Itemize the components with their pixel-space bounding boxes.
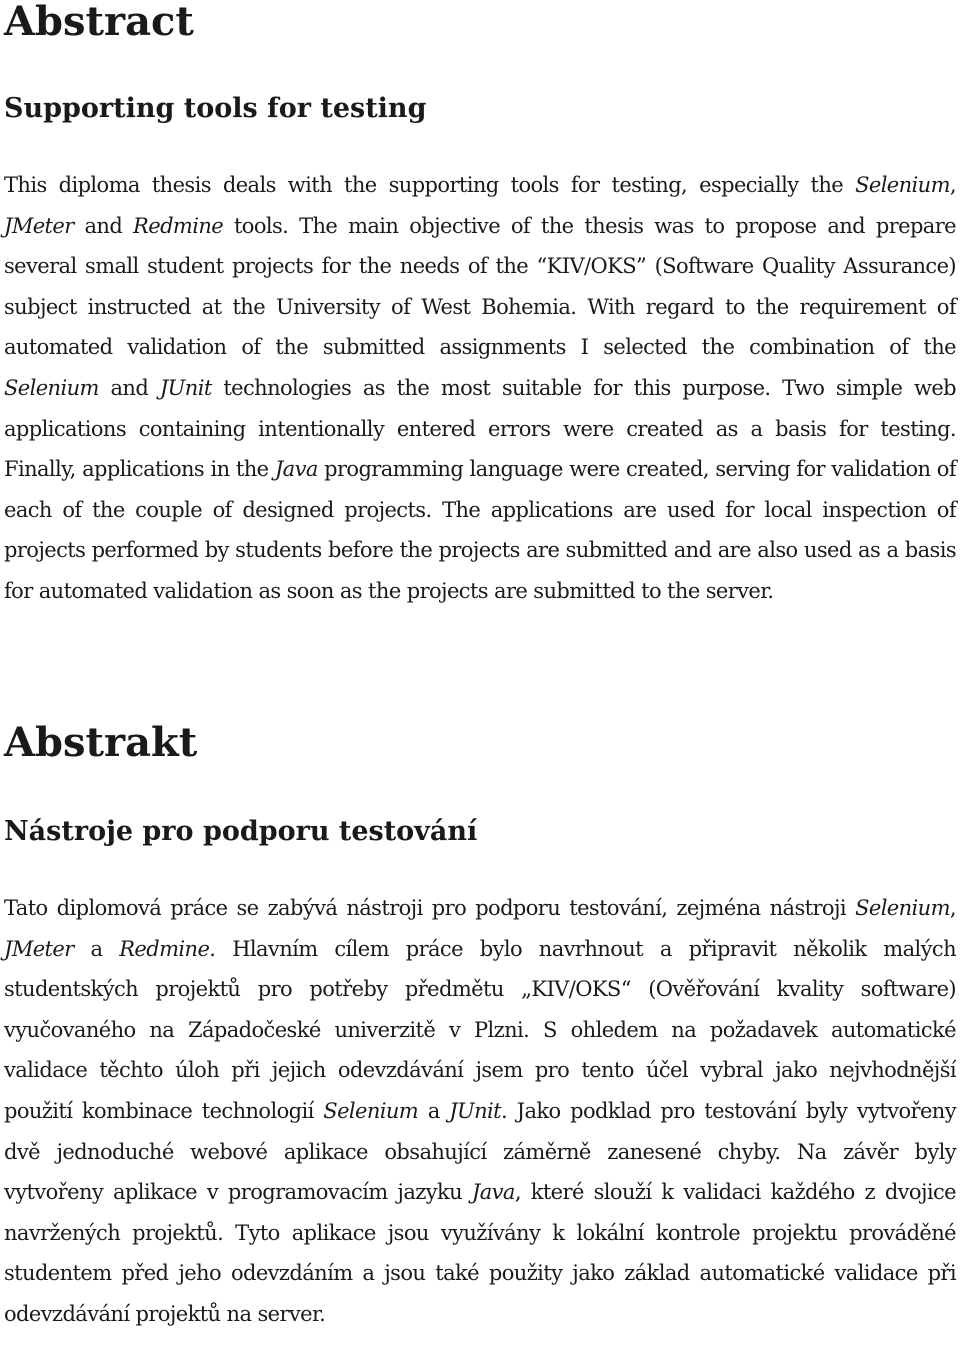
italic-term: Redmine (119, 936, 210, 961)
italic-term: Selenium (4, 375, 99, 400)
text-span: and (73, 213, 134, 238)
italic-term: Selenium (323, 1098, 419, 1123)
italic-term: JMeter (4, 936, 74, 961)
abstrakt-heading: Abstrakt (4, 719, 198, 766)
czech-thesis-title: Nástroje pro podporu testování (4, 816, 478, 847)
text-span: programming language were created, serving for validation of each of the couple of designed projects. The applications are used for local inspection of projects performed by students before the projects are submitted and are also used as a basis for automated validation as soon as the projects are submitted to the server. (4, 457, 956, 603)
text-span: a (418, 1098, 450, 1123)
czech-abstract-text (4, 888, 956, 1335)
text-span: , které slouží k validaci každého z dvojice navržených projektů. Tyto aplikace jsou využívány k lokální kontrole projektu prováděné studentem před jeho odevzdáním a jsou také použity jako základ automatické validace při odevzdávání projektů na server. (4, 1180, 956, 1326)
text-span: technologies as the most suitable for this purpose. Two simple web applications containing intentionally entered errors were created as a basis for testing. Finally, applications in the (4, 375, 956, 482)
text-span: This diploma thesis deals with the supporting tools for testing, especially the (4, 173, 856, 197)
abstract-heading: Abstract (4, 0, 194, 45)
text-span: . Jako podklad pro testování byly vytvořeny dvě jednoduché webové aplikace obsahující záměrně zanesené chyby. Na závěr byly vytvořeny aplikace v programovacím jazyku (4, 1098, 956, 1205)
text-span: . Hlavním cílem práce bylo navrhnout a připravit několik malých studentských projektů pro potřeby předmětu „KIV/OKS“ (Ověřování kvality software) vyučovaného na Západočeské univerzitě v Plzni. S ohledem na požadavek automatické validace těchto úloh při jejich odevzdávání jsem pro tento účel vybral jako nejvhodnější použití kombinace technologií (4, 936, 956, 1123)
italic-term: JMeter (4, 213, 74, 238)
italic-term: Redmine (133, 213, 224, 238)
italic-term: JUnit (159, 375, 212, 400)
italic-term: Selenium (855, 896, 950, 920)
english-thesis-title: Supporting tools for testing (4, 93, 427, 124)
italic-term: Selenium (855, 173, 950, 197)
text-span: and (98, 375, 160, 400)
text-span: Tato diplomová práce se zabývá nástroji pro podporu testování, zejména nástroji (4, 896, 856, 920)
text-span: , (949, 173, 956, 197)
english-abstract-text (4, 165, 956, 612)
italic-term: Java (471, 1180, 515, 1205)
italic-term: Java (274, 457, 318, 482)
text-span: , (949, 896, 956, 920)
text-span: tools. The main objective of the thesis was to propose and prepare several small student projects for the needs of the “KIV/OKS” (Software Quality Assurance) subject instructed at the University of West Bohemia. With regard to the requirement of automated validation of the submitted assignments I selected the combination of the (4, 213, 956, 360)
italic-term: JUnit (449, 1098, 501, 1123)
text-span: a (73, 936, 120, 961)
